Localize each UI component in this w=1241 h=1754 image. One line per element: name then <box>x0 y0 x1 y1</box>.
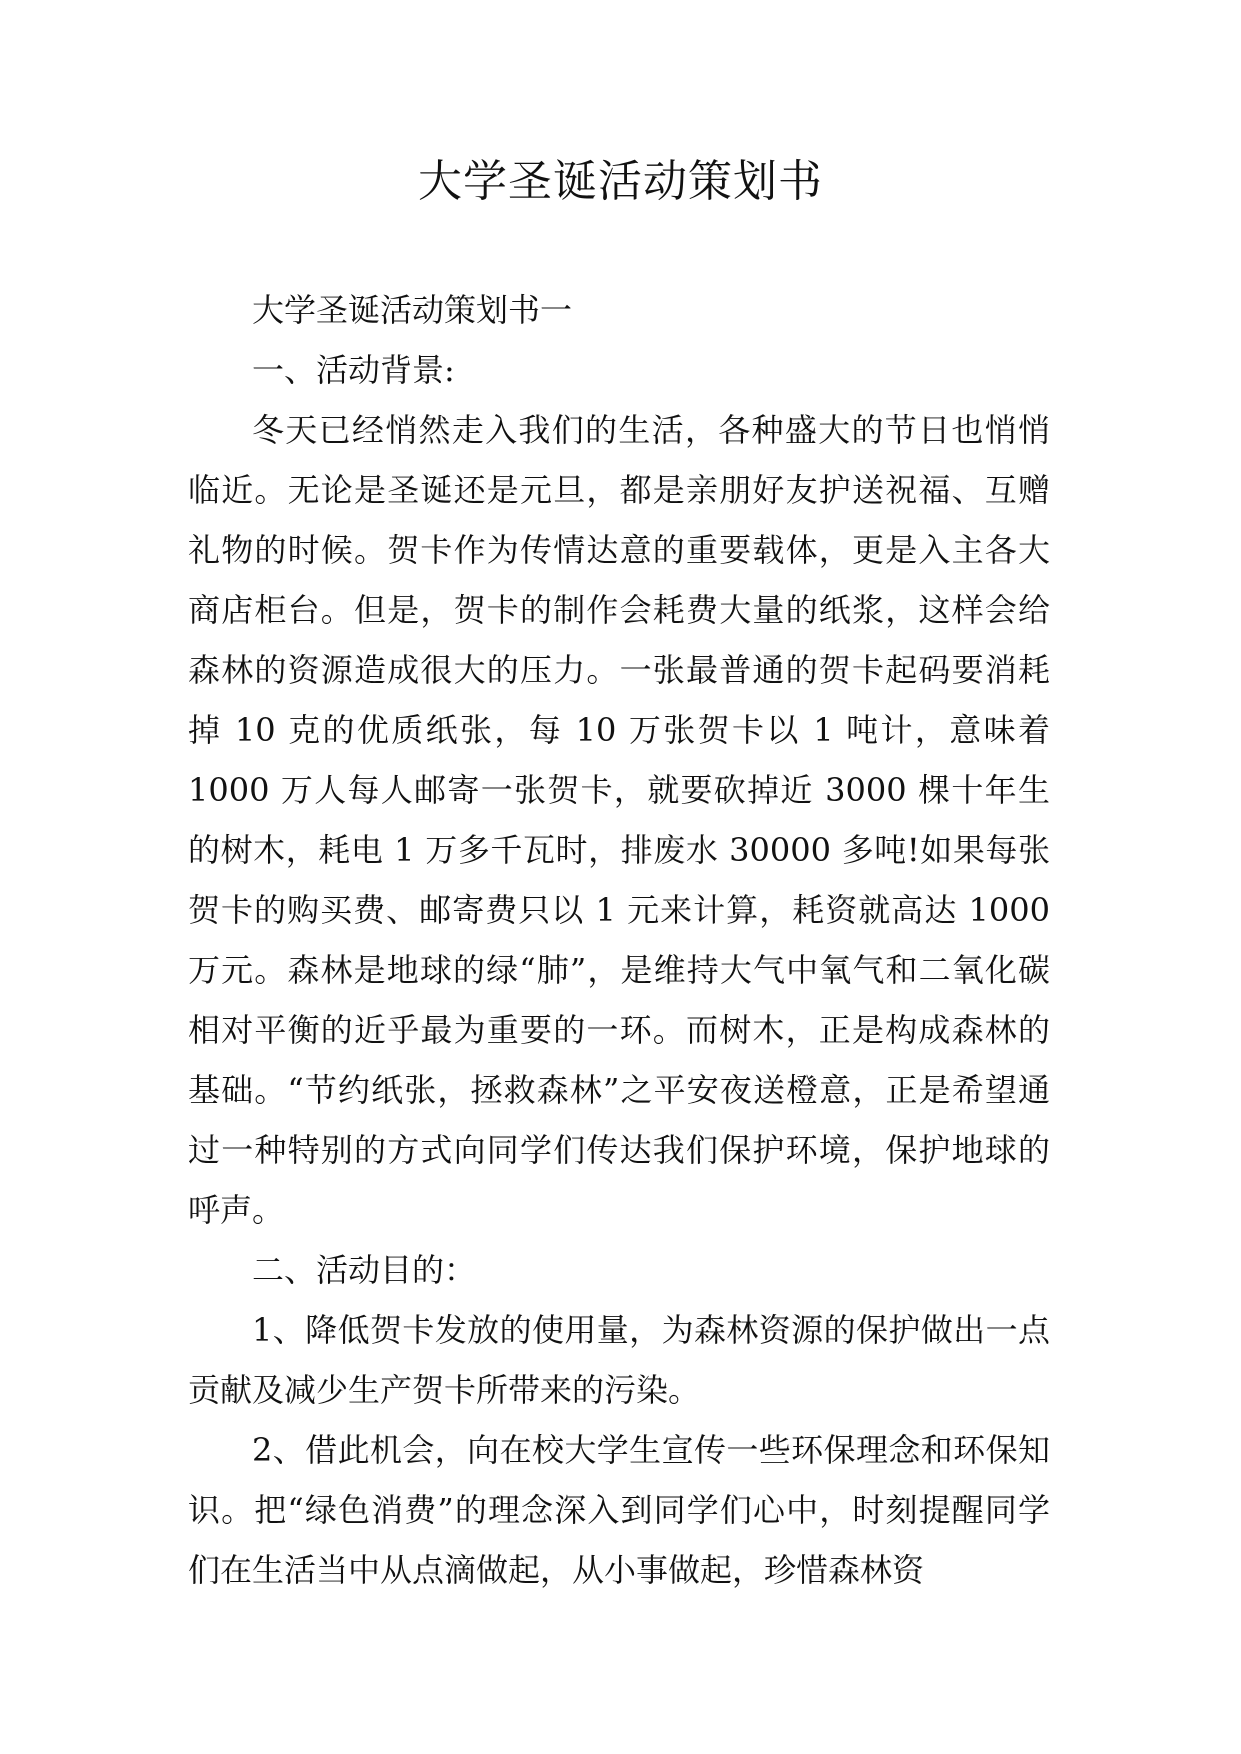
section-heading-plan-one: 大学圣诞活动策划书一 <box>252 291 573 329</box>
background-paragraph: 冬天已经悄然走入我们的生活，各种盛大的节日也悄悄临近。无论是圣诞还是元旦，都是亲朋好友护送祝福、互赠礼物的时候。贺卡作为传情达意的重要载体，更是入主各大商店柜台。但是，贺卡的制作会耗费大量的纸浆，这样会给森林的资源造成很大的压力。一张最普通的贺卡起码要消耗掉 10 克的优质纸张，每 10 万张贺卡以 1 吨计，意味着 1000 万人每人邮寄一张贺卡，就要砍掉近 3000 棵十年生的树木，耗电 1 万多千瓦时，排废水 30000 多吨!如果每张贺卡的购买费、邮寄费只以 1 元来计算，耗资就高达 1000 万元。森林是地球的绿“肺”，是维持大气中氧气和二氧化碳相对平衡的近乎最为重要的一环。而树木，正是构成森林的基础。“节约纸张，拯救森林”之平安夜送橙意，正是希望通过一种特别的方式向同学们传达我们保护环境，保护地球的呼声。 <box>188 411 1050 1229</box>
purpose-item-1: 1、降低贺卡发放的使用量，为森林资源的保护做出一点贡献及减少生产贺卡所带来的污染。 <box>188 1311 1050 1409</box>
section-heading-background: 一、活动背景: <box>252 351 455 389</box>
document-title: 大学圣诞活动策划书 <box>418 156 823 207</box>
purpose-item-2: 2、借此机会，向在校大学生宣传一些环保理念和环保知识。把“绿色消费”的理念深入到同学们心中，时刻提醒同学们在生活当中从点滴做起，从小事做起，珍惜森林资 <box>188 1431 1050 1589</box>
section-heading-purpose: 二、活动目的： <box>252 1251 477 1289</box>
document-body <box>188 280 1050 1600</box>
